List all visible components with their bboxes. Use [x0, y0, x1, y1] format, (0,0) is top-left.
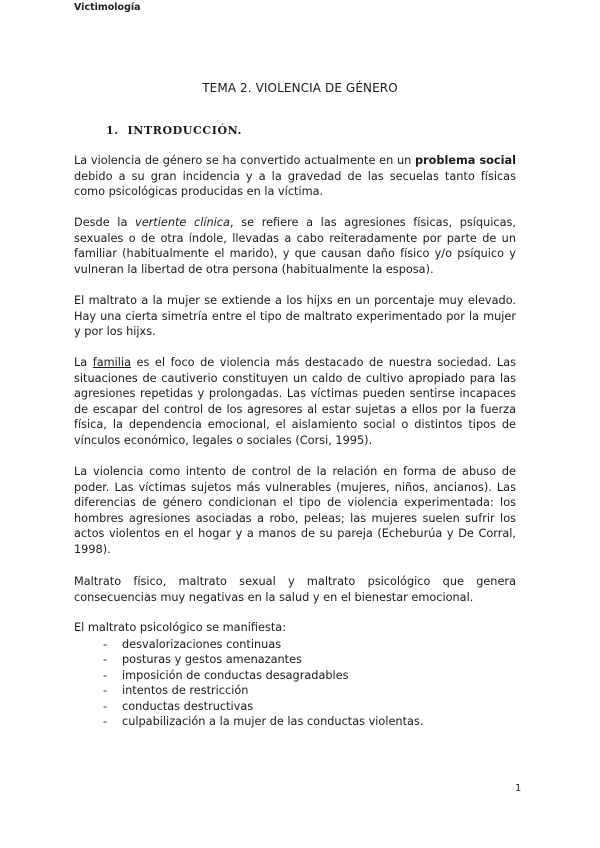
section-title: INTRODUCCIÓN. [127, 124, 243, 137]
list-bullet: - [103, 699, 108, 713]
list-item-text: culpabilización a la mujer de las conductas violentas. [122, 715, 424, 729]
list-item [0, 668, 423, 683]
list-item [0, 683, 423, 698]
list-bullet: - [103, 638, 108, 651]
list-item [0, 637, 423, 652]
paragraph-2-text: Desde la [74, 216, 136, 229]
paragraph-4-underlined: familia [92, 356, 132, 369]
paragraph-3: El maltrato a la mujer se extiende a los hijxs en un porcentaje muy elevado. Hay una cierta simetría entre el tipo de maltrato experimentado por la mujer y por los hijxs. [74, 294, 516, 339]
section-heading [106, 124, 242, 137]
paragraph-2-italic: vertiente clínica [135, 216, 230, 229]
list-item-text: posturas y gestos amenazantes [122, 653, 302, 667]
list-bullet: - [103, 668, 108, 682]
paragraph-2-text-end: , se refiere a las agresiones físicas, psíquicas, sexuales o de otra índole, llevadas a cabo reiteradamente por parte de un familiar (habitualmente el marido), y que causan daño físico y/o psíquico y vulneran la libertad de otra persona (habitualmente la esposa). [74, 216, 516, 276]
list-bullet: - [103, 653, 108, 667]
list-bullet: - [103, 715, 108, 729]
paragraph-2 [74, 215, 516, 277]
list-item-text: conductas destructivas [122, 699, 254, 713]
paragraph-4-text: La [74, 356, 93, 369]
paragraph-5: La violencia como intento de control de la relación en forma de abuso de poder. Las víctimas sujetos más vulnerables (mujeres, niños, ancianos). Las diferencias de género condicionan el tipo de violencia experimentada: los hombres agresiones asociadas a robo, peleas; las mujeres suelen sufrir los actos violentos en el hogar y a manos de su pareja (Echeburúa y De Corral, 1998). [74, 465, 516, 556]
running-header: Victimología [74, 2, 141, 13]
paragraph-1 [74, 153, 516, 200]
document-title: TEMA 2. VIOLENCIA DE GÉNERO [202, 81, 398, 95]
paragraph-1-text: La violencia de género se ha convertido actualmente en un [74, 154, 415, 167]
list-item [0, 714, 423, 729]
paragraph-4 [74, 355, 516, 449]
paragraph-1-bold: problema social [414, 154, 516, 167]
section-number: 1. [106, 124, 119, 137]
list-item-text: desvalorizaciones continuas [122, 638, 282, 651]
paragraph-6: Maltrato físico, maltrato sexual y maltrato psicológico que genera consecuencias muy negativas en la salud y en el bienestar emocional. [74, 575, 516, 604]
list-item-text: intentos de restricción [122, 684, 249, 698]
list-item [0, 652, 423, 667]
list-bullet: - [103, 684, 108, 698]
paragraph-7: El maltrato psicológico se manifiesta: [74, 621, 287, 634]
list-item [0, 699, 423, 714]
list-item-text: imposición de conductas desagradables [122, 668, 349, 682]
paragraph-1-text-end: debido a su gran incidencia y a la gravedad de las secuelas tanto físicas como psicológicas producidas en la víctima. [74, 169, 516, 199]
manifestations-list [0, 637, 423, 729]
paragraph-4-text-end: es el foco de violencia más destacado de nuestra sociedad. Las situaciones de cautiverio constituyen un caldo de cultivo apropiado para las agresiones repetidas y prolongadas. Las víctimas pueden sentirse incapaces de escapar del control de los agresores al estar sujetas a ellos por la fuerza física, la dependencia emocional, el aislamiento social o distintos tipos de vínculos económico, legales o sociales (Corsi, 1995). [74, 356, 517, 447]
page-number: 1 [515, 783, 522, 794]
